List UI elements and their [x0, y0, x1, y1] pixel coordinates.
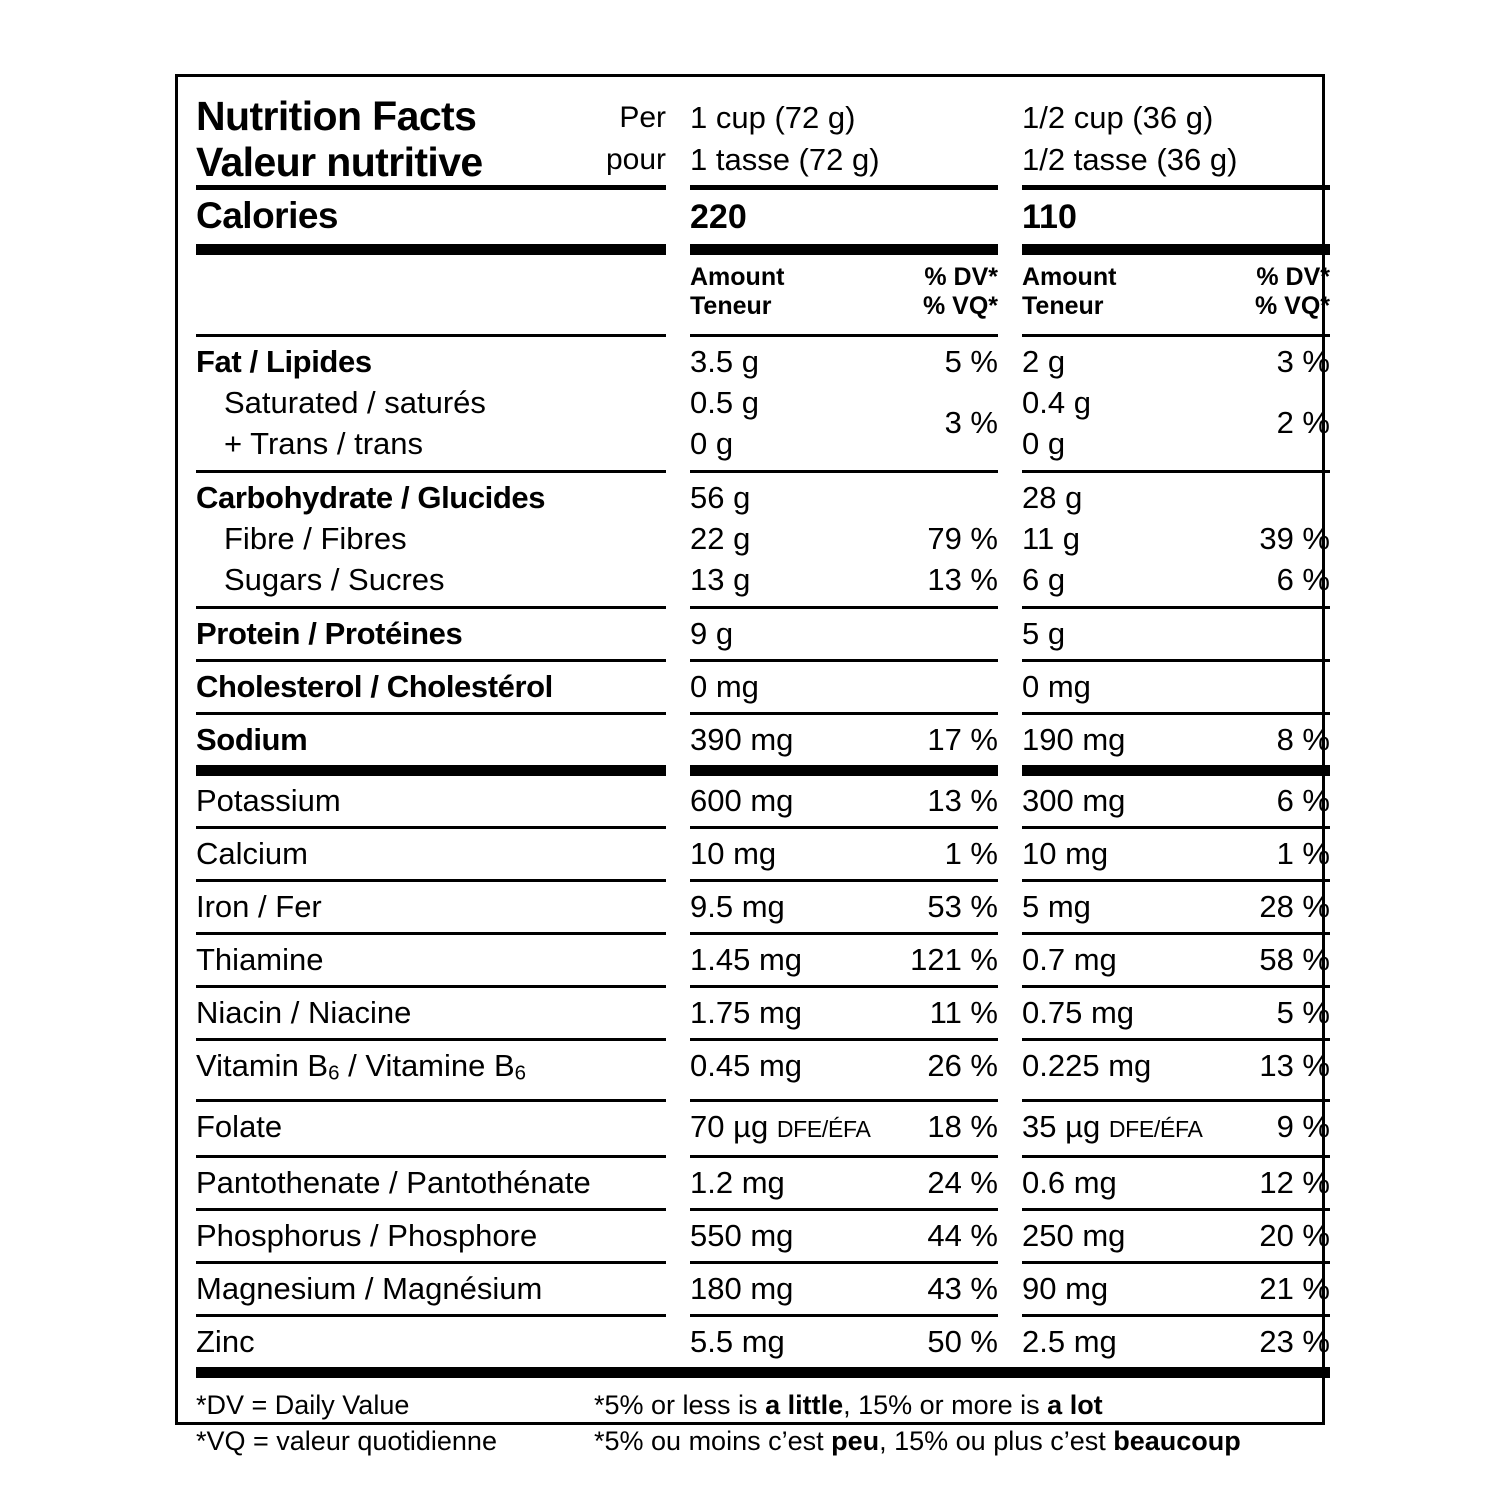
amount-header-2-french: Teneur	[1022, 292, 1104, 320]
amount-header-2	[1022, 255, 1234, 321]
per-label-english: Per	[619, 101, 666, 134]
micronutrient-amount-1: 9.5 mg	[690, 889, 785, 924]
serving-size-column-2	[1022, 91, 1330, 185]
micronutrient-label: Niacin / Niacine	[196, 995, 412, 1030]
carb-dv-2	[1234, 473, 1330, 600]
micronutrient-row	[196, 1158, 1330, 1208]
trans-amount-1: 0 g	[690, 426, 734, 461]
micronutrient-dv-2: 13 %	[1259, 1048, 1330, 1083]
fibre-dv-value-1: 79 %	[927, 521, 998, 556]
carb-labels	[196, 473, 666, 600]
trans-amount-2: 0 g	[1022, 426, 1066, 461]
micronutrient-amount-2: 0.7 mg	[1022, 942, 1117, 977]
micronutrient-dv-1: 121 %	[910, 942, 998, 977]
micronutrient-dv-2: 23 %	[1259, 1323, 1330, 1359]
footnote-note-column	[594, 1387, 1304, 1459]
micronutrient-row	[196, 935, 1330, 985]
micronutrient-dv-1: 26 %	[927, 1048, 998, 1083]
nutrition-facts-panel	[175, 74, 1330, 1456]
dv-header-2-english: % DV*	[1256, 263, 1330, 291]
sodium-amount-2: 190 mg	[1022, 722, 1126, 757]
micronutrient-unit-note: DFE/ÉFA	[776, 1115, 871, 1142]
fibre-amount-2: 11 g	[1022, 521, 1081, 556]
micronutrient-dv-1: 1 %	[944, 836, 998, 871]
micronutrient-amount-1: 1.45 mg	[690, 942, 803, 977]
fat-dv-1	[902, 337, 998, 464]
micronutrient-label: Magnesium / Magnésium	[196, 1270, 543, 1306]
protein-dv-2	[1234, 609, 1330, 659]
dv-header-2	[1234, 255, 1330, 321]
calories-value-1: 220	[690, 198, 747, 236]
fat-label: Fat / Lipides	[196, 344, 372, 379]
carbohydrate-group	[196, 473, 1330, 600]
per-label-block	[606, 97, 666, 181]
fat-labels	[196, 337, 666, 464]
micronutrient-label: Folate	[196, 1108, 283, 1144]
fat-amounts-1	[690, 337, 902, 464]
header-gap-2	[998, 91, 1022, 185]
protein-amount-1: 9 g	[690, 616, 734, 651]
micronutrient-label-vitamin-b6: Vitamin $B_6$ / Vitamine $B_6$	[196, 1048, 527, 1085]
dv-header-1-french: % VQ*	[922, 292, 998, 320]
trans-label: + Trans / trans	[224, 426, 424, 461]
micronutrient-amount-1: 600 mg	[690, 783, 794, 818]
micronutrient-dv-1: 43 %	[927, 1270, 998, 1306]
footnote-legend-column	[196, 1387, 594, 1459]
micronutrient-amount-2: 10 mg	[1022, 836, 1109, 871]
rule-above-footnote	[196, 1367, 1304, 1378]
carb-dv-1	[902, 473, 998, 600]
micronutrient-dv-1: 18 %	[927, 1108, 998, 1144]
sodium-label: Sodium	[196, 722, 308, 757]
amount-header-1-english: Amount	[690, 263, 785, 291]
carb-amounts-1	[690, 473, 902, 600]
micronutrient-amount-1: 1.75 mg	[690, 995, 803, 1030]
cholesterol-amount-1: 0 mg	[690, 669, 759, 704]
micronutrient-label: Calcium	[196, 836, 308, 871]
footnote-en-part1: *5% or less is	[594, 1389, 766, 1420]
micronutrient-dv-1: 44 %	[927, 1217, 998, 1253]
amount-dv-header-row	[196, 255, 1330, 321]
footnote-fr-bold2: beaucoup	[1113, 1425, 1241, 1456]
rule-under-calories	[196, 244, 1304, 255]
dv-header-2-french: % VQ*	[1254, 292, 1330, 320]
micronutrient-amount-1: 0.45 mg	[690, 1048, 803, 1083]
micronutrient-dv-1: 24 %	[927, 1164, 998, 1200]
micronutrient-dv-2: 5 %	[1276, 995, 1330, 1030]
micronutrient-row	[196, 1211, 1330, 1261]
micronutrient-amount-2: 250 mg	[1022, 1217, 1126, 1253]
calories-label: Calories	[196, 195, 339, 236]
footnote-en-bold1: a little	[765, 1389, 844, 1420]
micronutrient-row	[196, 829, 1330, 879]
micronutrient-dv-2: 28 %	[1259, 889, 1330, 924]
micronutrient-amount-1: 70 µg DFE/ÉFA	[690, 1108, 871, 1144]
cholesterol-amount-2: 0 mg	[1022, 669, 1091, 704]
fat-dv-2	[1234, 337, 1330, 464]
saturated-label: Saturated / saturés	[224, 385, 486, 420]
serving-1-french: 1 tasse (72 g)	[690, 142, 880, 177]
calories-value-2: 110	[1022, 198, 1077, 236]
micronutrient-amount-2: 0.225 mg	[1022, 1048, 1152, 1083]
fat-amount-1: 3.5 g	[690, 344, 759, 379]
micronutrient-row	[196, 1264, 1330, 1314]
micronutrient-dv-2: 20 %	[1259, 1217, 1330, 1253]
footnote-note-english	[594, 1387, 1304, 1423]
amount-header-1	[690, 255, 902, 321]
micronutrient-amount-2: 35 µg DFE/ÉFA	[1022, 1108, 1203, 1144]
micronutrient-label: Zinc	[196, 1323, 255, 1359]
serving-2-french: 1/2 tasse (36 g)	[1022, 142, 1238, 177]
sugars-dv-value-2: 6 %	[1276, 562, 1330, 597]
dv-header-1-english: % DV*	[924, 263, 998, 291]
calories-row	[196, 190, 1304, 244]
micronutrient-amount-1: 550 mg	[690, 1217, 794, 1253]
fat-dv-value-1: 5 %	[944, 344, 998, 379]
sat-trans-dv-value-1: 3 %	[944, 405, 998, 440]
sugars-label: Sugars / Sucres	[224, 562, 445, 597]
amount-header-2-english: Amount	[1022, 263, 1117, 291]
carbohydrate-label: Carbohydrate / Glucides	[196, 480, 546, 515]
micronutrient-dv-2: 1 %	[1276, 836, 1330, 871]
micronutrient-row	[196, 1102, 1330, 1155]
fibre-dv-value-2: 39 %	[1259, 521, 1330, 556]
dv-header-1	[902, 255, 998, 321]
micronutrient-amount-2: 0.75 mg	[1022, 995, 1135, 1030]
fibre-amount-1: 22 g	[690, 521, 751, 556]
micronutrient-row	[196, 882, 1330, 932]
carbohydrate-amount-1: 56 g	[690, 480, 751, 515]
micronutrient-amount-2: 0.6 mg	[1022, 1164, 1117, 1200]
micronutrient-amount-1: 10 mg	[690, 836, 777, 871]
serving-1-english: 1 cup (72 g)	[690, 100, 856, 135]
footnote-en-bold2: a lot	[1047, 1389, 1103, 1420]
protein-amount-2: 5 g	[1022, 616, 1066, 651]
protein-dv-1	[902, 609, 998, 659]
fibre-label: Fibre / Fibres	[224, 521, 407, 556]
sugars-dv-value-1: 13 %	[927, 562, 998, 597]
sugars-amount-2: 6 g	[1022, 562, 1066, 597]
micronutrient-amount-2: 2.5 mg	[1022, 1323, 1117, 1359]
micronutrient-dv-2: 12 %	[1259, 1164, 1330, 1200]
micronutrient-dv-2: 9 %	[1276, 1108, 1330, 1144]
cholesterol-row	[196, 662, 1304, 712]
micronutrient-amount-1: 5.5 mg	[690, 1323, 785, 1359]
serving-size-column-1	[690, 91, 998, 185]
micronutrient-amount-1: 180 mg	[690, 1270, 794, 1306]
per-label-french: pour	[605, 143, 666, 176]
serving-2-english: 1/2 cup (36 g)	[1022, 100, 1214, 135]
micronutrient-label: Pantothenate / Pantothénate	[196, 1164, 591, 1200]
footnote-dv-legend: *DV = Daily Value	[196, 1389, 410, 1420]
cholesterol-dv-2	[1234, 662, 1330, 712]
micronutrient-row	[196, 1041, 1330, 1099]
title-french: Valeur nutritive	[196, 139, 483, 185]
micronutrient-dv-1: 50 %	[927, 1323, 998, 1359]
micronutrient-unit-note: DFE/ÉFA	[1108, 1115, 1203, 1142]
micronutrient-amount-2: 5 mg	[1022, 889, 1091, 924]
footnote-fr-part2: , 15% ou plus c’est	[879, 1425, 1114, 1456]
micronutrient-dv-2: 58 %	[1259, 942, 1330, 977]
amount-header-1-french: Teneur	[690, 292, 772, 320]
sodium-amount-1: 390 mg	[690, 722, 794, 757]
micronutrient-label: Iron / Fer	[196, 889, 322, 924]
saturated-amount-2: 0.4 g	[1022, 385, 1091, 420]
protein-row	[196, 609, 1304, 659]
micronutrient-list	[196, 776, 1330, 1367]
footnote-en-part2: , 15% or more is	[843, 1389, 1048, 1420]
footnote-fr-part1: *5% ou moins c’est	[594, 1425, 832, 1456]
micronutrient-amount-1: 1.2 mg	[690, 1164, 785, 1200]
micronutrient-dv-2: 6 %	[1276, 783, 1330, 818]
sugars-amount-1: 13 g	[690, 562, 751, 597]
protein-label: Protein / Protéines	[196, 616, 463, 651]
rule-under-sodium	[196, 765, 1304, 776]
micronutrient-row	[196, 776, 1330, 826]
micronutrient-row	[196, 1317, 1330, 1367]
micronutrient-amount-2: 300 mg	[1022, 783, 1126, 818]
footnote-note-french	[594, 1423, 1304, 1459]
title-english: Nutrition Facts	[196, 93, 477, 139]
fat-amount-2: 2 g	[1022, 344, 1066, 379]
micronutrient-dv-2: 21 %	[1259, 1270, 1330, 1306]
micronutrient-amount-2: 90 mg	[1022, 1270, 1109, 1306]
footnote-fr-bold1: peu	[831, 1425, 880, 1456]
carbohydrate-amount-2: 28 g	[1022, 480, 1083, 515]
micronutrient-dv-1: 13 %	[927, 783, 998, 818]
micronutrient-row	[196, 988, 1330, 1038]
cholesterol-label: Cholesterol / Cholestérol	[196, 669, 553, 704]
carb-amounts-2	[1022, 473, 1234, 600]
micronutrient-dv-1: 53 %	[927, 889, 998, 924]
fat-dv-value-2: 3 %	[1276, 344, 1330, 379]
micronutrient-dv-1: 11 %	[929, 995, 998, 1030]
micronutrient-label: Thiamine	[196, 942, 324, 977]
sodium-dv-1: 17 %	[927, 722, 998, 757]
micronutrient-label: Potassium	[196, 783, 341, 818]
footnote-vq-legend: *VQ = valeur quotidienne	[196, 1425, 497, 1456]
sodium-row	[196, 715, 1330, 765]
panel-header	[196, 91, 1304, 185]
saturated-amount-1: 0.5 g	[690, 385, 759, 420]
footnote-block	[196, 1378, 1304, 1459]
header-gap-1	[666, 91, 690, 185]
sodium-dv-2: 8 %	[1276, 722, 1330, 757]
micronutrient-label: Phosphorus / Phosphore	[196, 1217, 538, 1253]
title-block	[196, 91, 666, 185]
fat-group	[196, 337, 1330, 464]
fat-amounts-2	[1022, 337, 1234, 464]
sat-trans-dv-value-2: 2 %	[1276, 405, 1330, 440]
cholesterol-dv-1	[902, 662, 998, 712]
